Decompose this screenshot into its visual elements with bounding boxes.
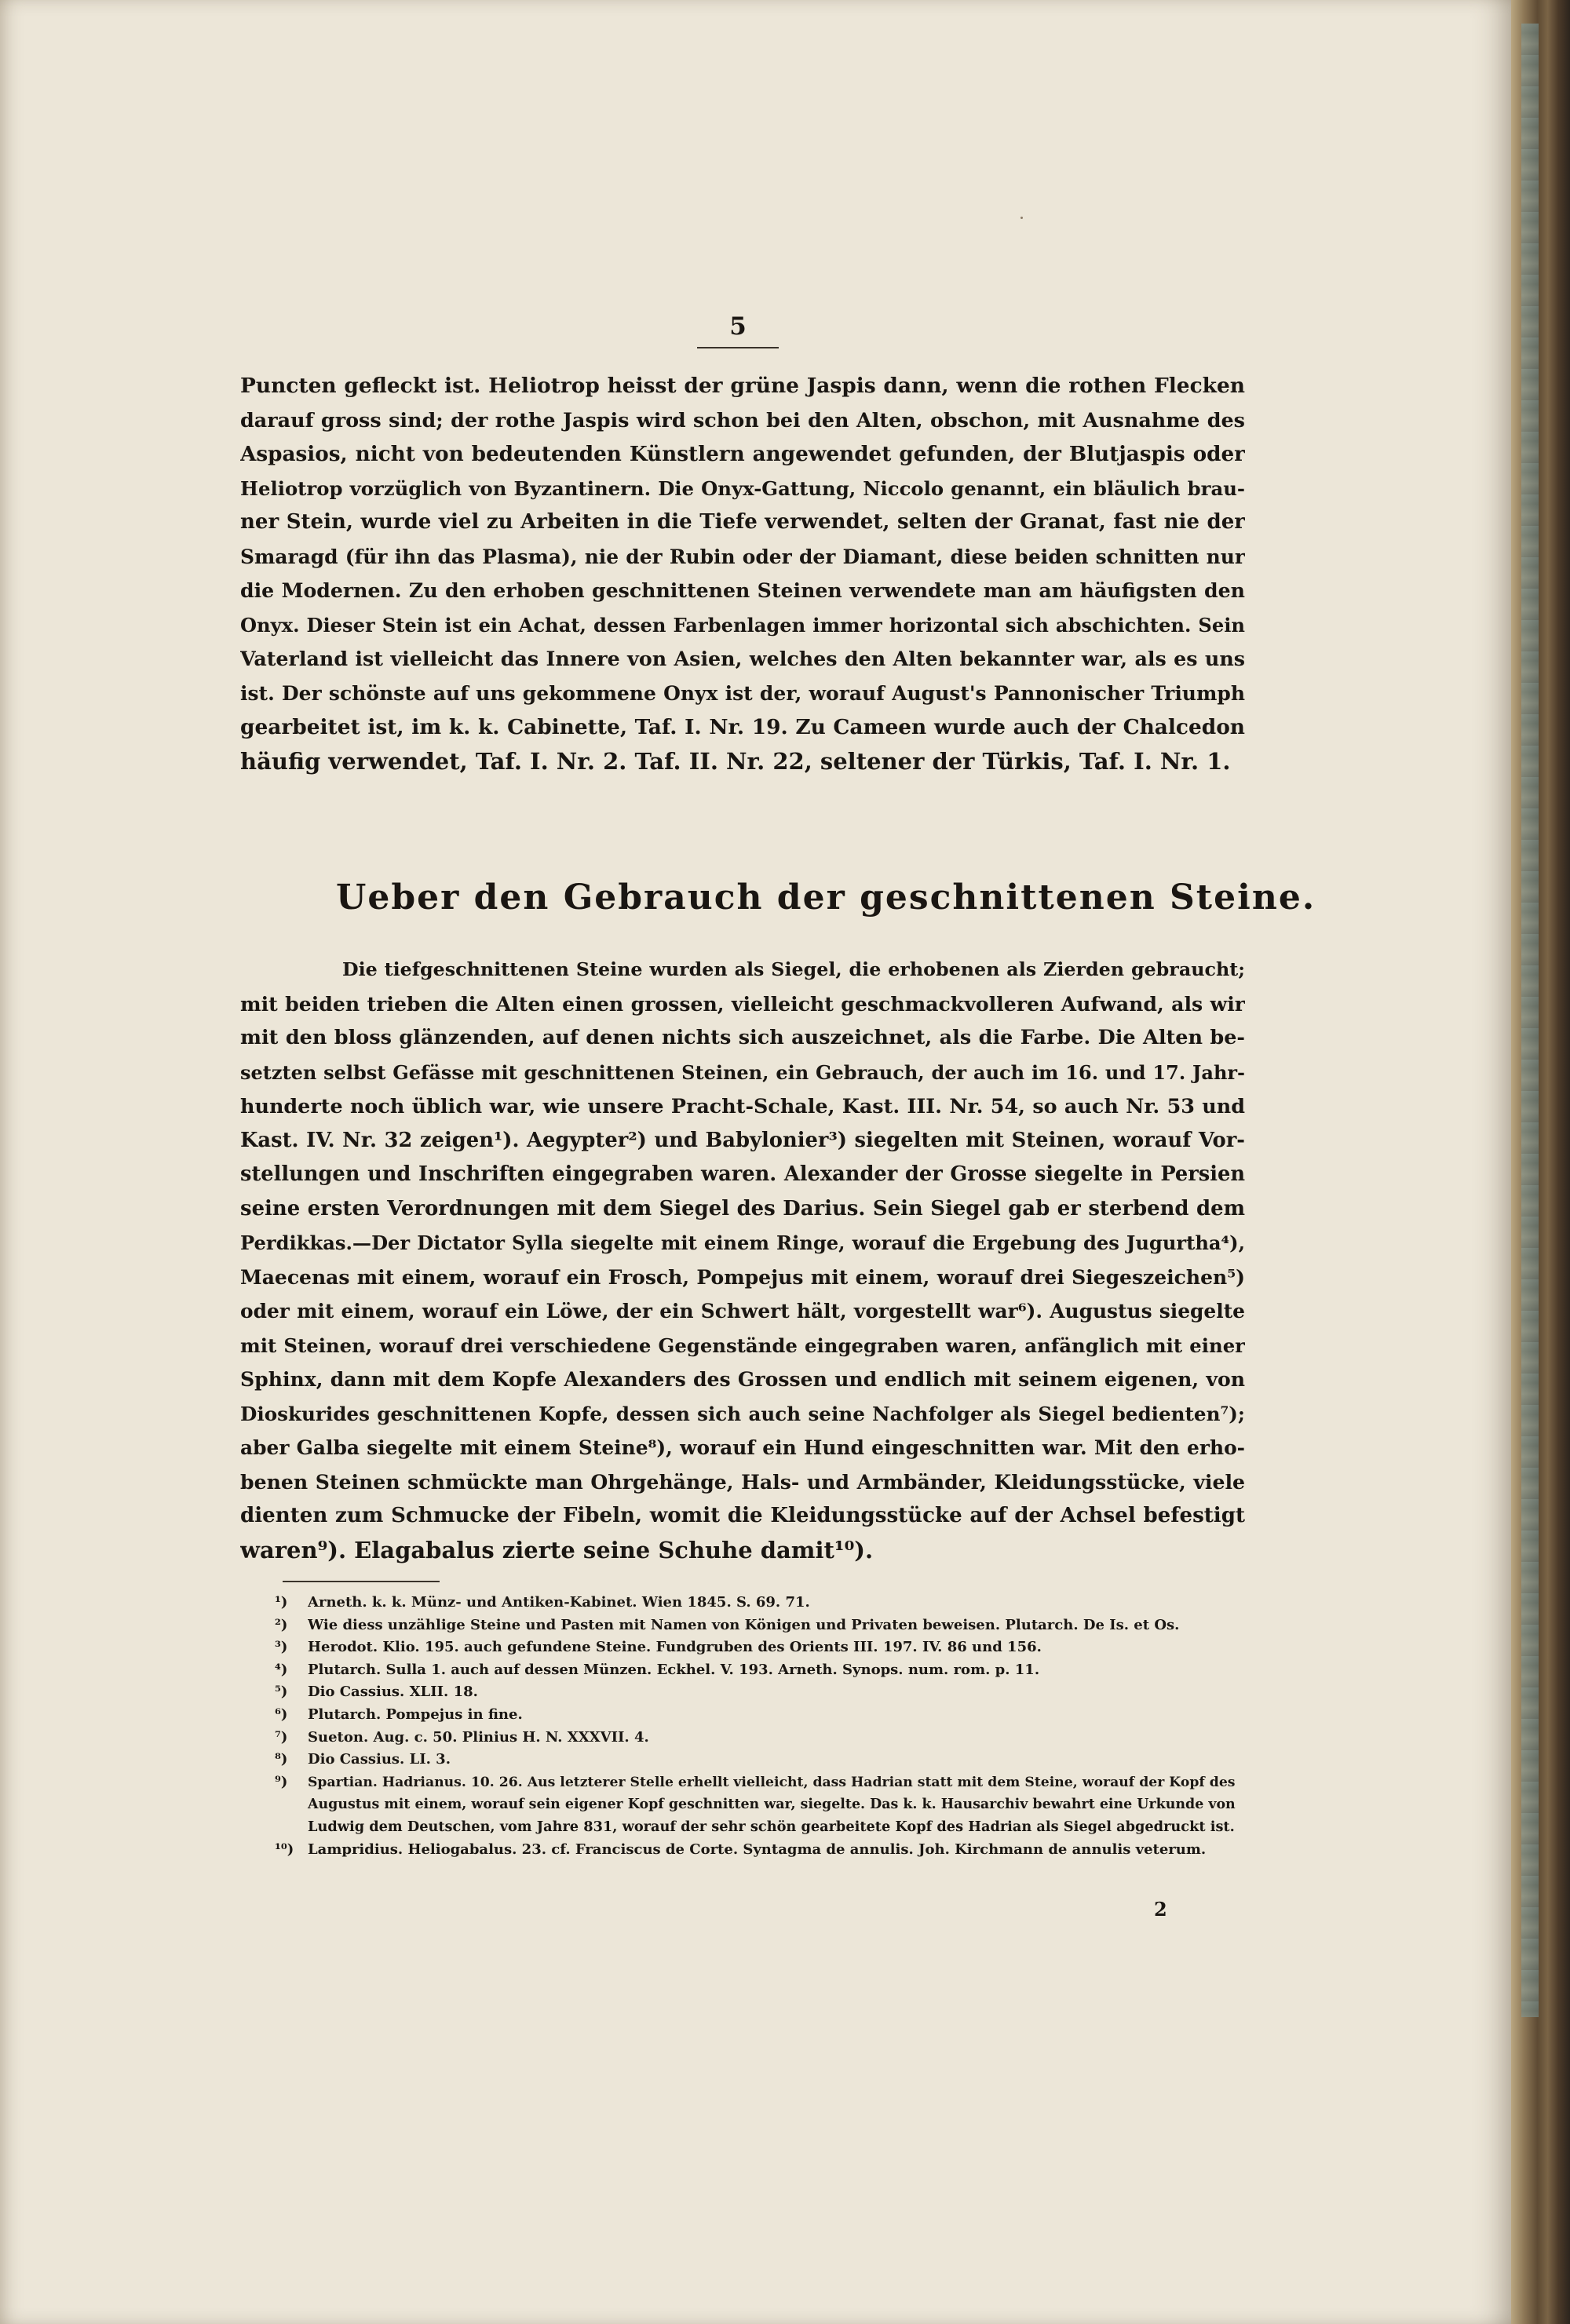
text-line: ner Stein, wurde viel zu Arbeiten in die Tiefe verwendet, selten der Granat, fast nie der [240, 510, 1245, 534]
text-line: Onyx. Dieser Stein ist ein Achat, dessen Farbenlagen immer horizontal sich abschichten. Sein [240, 613, 1245, 637]
footnote-mark: ⁶) [275, 1706, 288, 1723]
footnote-mark: ⁷) [275, 1728, 288, 1746]
text-line: gearbeitet ist, im k. k. Cabinette, Taf. I. Nr. 19. Zu Cameen wurde auch der Chalcedon [240, 715, 1245, 739]
text-line: Dioskurides geschnittenen Kopfe, dessen sich auch seine Nachfolger als Siegel bedienten⁷); [240, 1402, 1245, 1425]
signature-mark: 2 [1154, 1898, 1167, 1921]
text-line: Maecenas mit einem, worauf ein Frosch, Pompejus mit einem, worauf drei Siegeszeichen⁵) [240, 1265, 1245, 1289]
footnote-mark: ⁴) [275, 1661, 288, 1678]
paragraph-continuation [240, 369, 1245, 779]
footnote-6 [275, 1704, 1245, 1727]
footnote-10 [275, 1839, 1245, 1862]
text-line: Vaterland ist vielleicht das Innere von Asien, welches den Alten bekannter war, als es uns [240, 647, 1245, 670]
text-line: seine ersten Verordnungen mit dem Siegel des Darius. Sein Siegel gab er sterbend dem [240, 1196, 1245, 1220]
text-line: ist. Der schönste auf uns gekommene Onyx ist der, worauf August's Pannonischer Triumph [240, 681, 1245, 705]
paper-speck [1020, 217, 1023, 219]
book-edge [1511, 0, 1570, 2324]
text-line: Smaragd (für ihn das Plasma), nie der Rubin oder der Diamant, diese beiden schnitten nur [240, 545, 1245, 568]
text-line: mit den bloss glänzenden, auf denen nichts sich auszeichnet, als die Farbe. Die Alten be- [240, 1026, 1245, 1049]
text-line: stellungen und Inschriften eingegraben waren. Alexander der Grosse siegelte in Persien [240, 1162, 1245, 1186]
footnote-mark: ¹) [275, 1594, 288, 1611]
footnote-9 [275, 1771, 1245, 1794]
footnote-text: Plutarch. Sulla 1. auch auf dessen Münzen. Eckhel. V. 193. Arneth. Synops. num. rom. p. 11. [308, 1661, 1040, 1678]
text-line: oder mit einem, worauf ein Löwe, der ein Schwert hält, vorgestellt war⁶). Augustus siegelte [240, 1300, 1245, 1323]
footnote-rule [283, 1581, 440, 1582]
text-line: hunderte noch üblich war, wie unsere Pracht-Schale, Kast. III. Nr. 54, so auch Nr. 53 und [240, 1094, 1245, 1118]
book-edge-strip [1521, 24, 1539, 2017]
paragraph-main [240, 953, 1245, 1567]
text-line: Die tiefgeschnittenen Steine wurden als Siegel, die erhobenen als Zierden gebraucht; [342, 958, 1245, 980]
footnote-mark: ⁹) [275, 1773, 288, 1790]
footnote-text: Wie diess unzählige Steine und Pasten mit Namen von Königen und Privaten beweisen. Plutarch. De Is. et Os. [308, 1616, 1180, 1633]
footnote-2 [275, 1614, 1245, 1637]
footnote-text: Arneth. k. k. Münz- und Antiken-Kabinet. Wien 1845. S. 69. 71. [308, 1594, 810, 1611]
footnote-3 [275, 1636, 1245, 1659]
footnote-7 [275, 1727, 1245, 1749]
text-line: Puncten gefleckt ist. Heliotrop heisst der grüne Jaspis dann, wenn die rothen Flecken [240, 374, 1245, 398]
text-line: Heliotrop vorzüglich von Byzantinern. Die Onyx-Gattung, Niccolo genannt, ein bläulich brau- [240, 476, 1245, 500]
page-number-rule [697, 347, 779, 348]
text-line: Kast. IV. Nr. 32 zeigen¹). Aegypter²) und Babylonier³) siegelten mit Steinen, worauf Vor- [240, 1128, 1245, 1152]
text-line: mit beiden trieben die Alten einen grossen, vielleicht geschmackvolleren Aufwand, als wir [240, 991, 1245, 1016]
footnote-mark: ³) [275, 1639, 288, 1656]
page-number: 5 [729, 312, 747, 341]
footnote-text: Dio Cassius. LI. 3. [308, 1751, 451, 1768]
footnote-text: Plutarch. Pompejus in fine. [308, 1706, 523, 1723]
footnote-text: Lampridius. Heliogabalus. 23. cf. Franciscus de Corte. Syntagma de annulis. Joh. Kirchmann de annulis veterum. [308, 1841, 1207, 1858]
text-line: häufig verwendet, Taf. I. Nr. 2. Taf. II. Nr. 22, seltener der Türkis, Taf. I. Nr. 1. [240, 747, 1231, 775]
text-line: dienten zum Schmucke der Fibeln, womit die Kleidungsstücke auf der Achsel befestigt [240, 1504, 1245, 1527]
footnote-text: Sueton. Aug. c. 50. Plinius H. N. XXXVII. 4. [308, 1728, 649, 1746]
footnote-4 [275, 1659, 1245, 1682]
text-line: setzten selbst Gefässe mit geschnittenen Steinen, ein Gebrauch, der auch im 16. und 17. Jahr- [240, 1060, 1245, 1084]
text-line: Aspasios, nicht von bedeutenden Künstlern angewendet gefunden, der Blutjaspis oder [240, 442, 1245, 466]
footnote-text-continued: Ludwig dem Deutschen, vom Jahre 831, worauf der sehr schön gearbeitete Kopf des Hadrian als Siegel abgedruckt ist. [308, 1818, 1235, 1835]
footnote-text: Dio Cassius. XLII. 18. [308, 1684, 478, 1701]
section-heading: Ueber den Gebrauch der geschnittenen Steine. [336, 877, 1316, 918]
text-line: mit Steinen, worauf drei verschiedene Gegenstände eingegraben waren, anfänglich mit einer [240, 1333, 1245, 1357]
footnote-8 [275, 1749, 1245, 1771]
footnote-mark: ⁵) [275, 1684, 288, 1701]
footnote-mark: ¹⁰) [275, 1841, 294, 1858]
footnote-text: Herodot. Klio. 195. auch gefundene Steine. Fundgruben des Orients III. 197. IV. 86 und 156. [308, 1639, 1042, 1656]
text-line: Sphinx, dann mit dem Kopfe Alexanders des Grossen und endlich mit seinem eigenen, von [240, 1367, 1245, 1391]
text-line: Perdikkas.—Der Dictator Sylla siegelte mit einem Ringe, worauf die Ergebung des Jugurtha⁴), [240, 1231, 1245, 1254]
footnotes [275, 1592, 1245, 1861]
text-line: darauf gross sind; der rothe Jaspis wird schon bei den Alten, obschon, mit Ausnahme des [240, 407, 1245, 432]
footnote-1 [275, 1592, 1245, 1614]
text-line: waren⁹). Elagabalus zierte seine Schuhe damit¹⁰). [240, 1536, 874, 1563]
text-line: benen Steinen schmückte man Ohrgehänge, Hals- und Armbänder, Kleidungsstücke, viele [240, 1469, 1245, 1494]
text-line: aber Galba siegelte mit einem Steine⁸), worauf ein Hund eingeschnitten war. Mit den erho- [240, 1436, 1245, 1459]
footnote-5 [275, 1681, 1245, 1704]
footnote-text-continued: Augustus mit einem, worauf sein eigener Kopf geschnitten war, siegelte. Das k. k. Hausarchiv bewahrt eine Urkunde von [308, 1797, 1236, 1813]
footnote-mark: ⁸) [275, 1751, 288, 1768]
footnote-mark: ²) [275, 1616, 288, 1633]
text-line: die Modernen. Zu den erhoben geschnittenen Steinen verwendete man am häufigsten den [240, 578, 1245, 602]
footnote-text: Spartian. Hadrianus. 10. 26. Aus letzterer Stelle erhellt vielleicht, dass Hadrian statt mit dem Steine, worauf der Kopf des [308, 1774, 1236, 1790]
